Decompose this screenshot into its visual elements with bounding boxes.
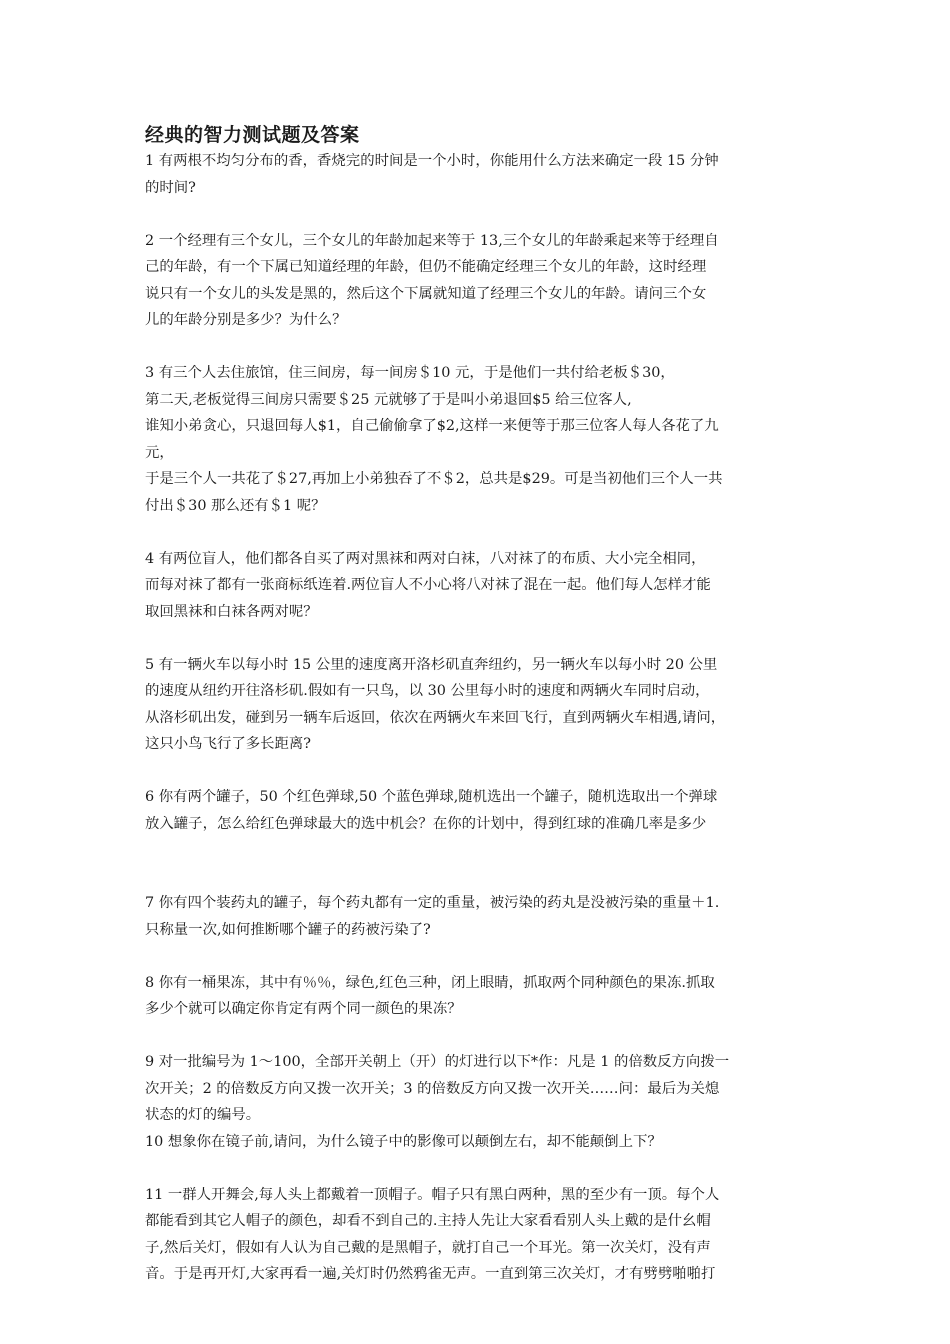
question-line: 8 你有一桶果冻，其中有％％，绿色,红色三种，闭上眼睛，抓取两个同种颜色的果冻.抓取 <box>145 974 715 991</box>
question-11 <box>145 1182 813 1288</box>
question-line: 子,然后关灯，假如有人认为自己戴的是黑帽子，就打自己一个耳光。第一次关灯，没有声 <box>145 1239 711 1256</box>
question-1 <box>145 148 813 201</box>
question-line: 5 有一辆火车以每小时 15 公里的速度离开洛杉矶直奔纽约，另一辆火车以每小时 20 公里 <box>145 656 718 673</box>
question-8 <box>145 970 813 1023</box>
question-line: 都能看到其它人帽子的颜色，却看不到自己的.主持人先让大家看看别人头上戴的是什幺帽 <box>145 1213 711 1229</box>
document-title: 经典的智力测试题及答案 <box>145 124 360 146</box>
question-line: 谁知小弟贪心，只退回每人$1，自己偷偷拿了$2,这样一来便等于那三位客人每人各花了九 <box>145 418 719 434</box>
question-4 <box>145 546 813 626</box>
question-line: 6 你有两个罐子，50 个红色弹球,50 个蓝色弹球,随机选出一个罐子，随机选取出一个弹球 <box>145 789 718 805</box>
question-line: 己的年龄，有一个下属已知道经理的年龄，但仍不能确定经理三个女儿的年龄，这时经理 <box>145 259 707 275</box>
question-line: 付出＄30 那么还有＄1 呢？ <box>145 497 326 514</box>
question-line: 3 有三个人去住旅馆，住三间房，每一间房＄10 元，于是他们一共付给老板＄30， <box>145 365 675 381</box>
question-line: 儿的年龄分别是多少？为什么？ <box>145 312 347 328</box>
question-line: 说只有一个女儿的头发是黑的，然后这个下属就知道了经理三个女儿的年龄。请问三个女 <box>145 285 707 302</box>
question-line: 第二天,老板觉得三间房只需要＄25 元就够了于是叫小弟退回$5 给三位客人, <box>145 391 632 408</box>
question-line: 2 一个经理有三个女儿，三个女儿的年龄加起来等于 13,三个女儿的年龄乘起来等于经理自 <box>145 232 719 249</box>
question-5 <box>145 652 813 758</box>
question-line: 这只小鸟飞行了多长距离? <box>145 736 312 752</box>
question-line: 而每对袜了都有一张商标纸连着.两位盲人不小心将八对袜了混在一起。他们每人怎样才能 <box>145 577 711 593</box>
question-line: 状态的灯的编号。 <box>145 1107 261 1123</box>
question-line: 放入罐子，怎么给红色弹球最大的选中机会？在你的计划中，得到红球的准确几率是多少 <box>145 815 707 832</box>
question-line: 从洛杉矶出发，碰到另一辆车后返回，依次在两辆火车来回飞行，直到两辆火车相遇,请问， <box>145 709 726 726</box>
question-line: 的时间? <box>145 179 196 196</box>
question-6 <box>145 784 813 837</box>
document-body <box>145 122 813 1314</box>
question-line: 次开关；2 的倍数反方向又拨一次开关；3 的倍数反方向又拨一次开关……问：最后为关熄 <box>145 1080 720 1097</box>
question-line: 多少个就可以确定你肯定有两个同一颜色的果冻？ <box>145 1001 462 1017</box>
question-line: 7 你有四个装药丸的罐子，每个药丸都有一定的重量，被污染的药丸是没被污染的重量＋1. <box>145 895 720 911</box>
question-line: 9 对一批编号为 1～100，全部开关朝上（开）的灯进行以下*作：凡是 1 的倍数反方向拨一 <box>145 1054 730 1070</box>
question-line: 11 一群人开舞会,每人头上都戴着一顶帽子。帽子只有黑白两种，黑的至少有一顶。每个人 <box>145 1186 720 1203</box>
question-10 <box>145 1129 813 1156</box>
question-7 <box>145 890 813 943</box>
question-line: 于是三个人一共花了＄27,再加上小弟独吞了不＄2，总共是$29。可是当初他们三个人一共 <box>145 471 723 487</box>
question-line: 元， <box>145 444 174 461</box>
question-line: 取回黑袜和白袜各两对呢？ <box>145 603 318 620</box>
question-line: 音。于是再开灯,大家再看一遍,关灯时仍然鸦雀无声。一直到第三次关灯，才有劈劈啪啪打 <box>145 1266 716 1282</box>
question-9 <box>145 1049 813 1129</box>
question-line: 4 有两位盲人，他们都各自买了两对黑袜和两对白袜，八对袜了的布质、大小完全相同， <box>145 550 706 567</box>
question-2 <box>145 228 813 334</box>
question-line: 10 想象你在镜子前,请问，为什么镜子中的影像可以颠倒左右，却不能颠倒上下？ <box>145 1133 662 1150</box>
question-line: 的速度从纽约开往洛杉矶.假如有一只鸟，以 30 公里每小时的速度和两辆火车同时启动， <box>145 683 710 699</box>
question-line: 1 有两根不均匀分布的香，香烧完的时间是一个小时，你能用什么方法来确定一段 15 分钟 <box>145 153 719 169</box>
question-line: 只称量一次,如何推断哪个罐子的药被污染了? <box>145 921 431 938</box>
question-3 <box>145 360 813 519</box>
